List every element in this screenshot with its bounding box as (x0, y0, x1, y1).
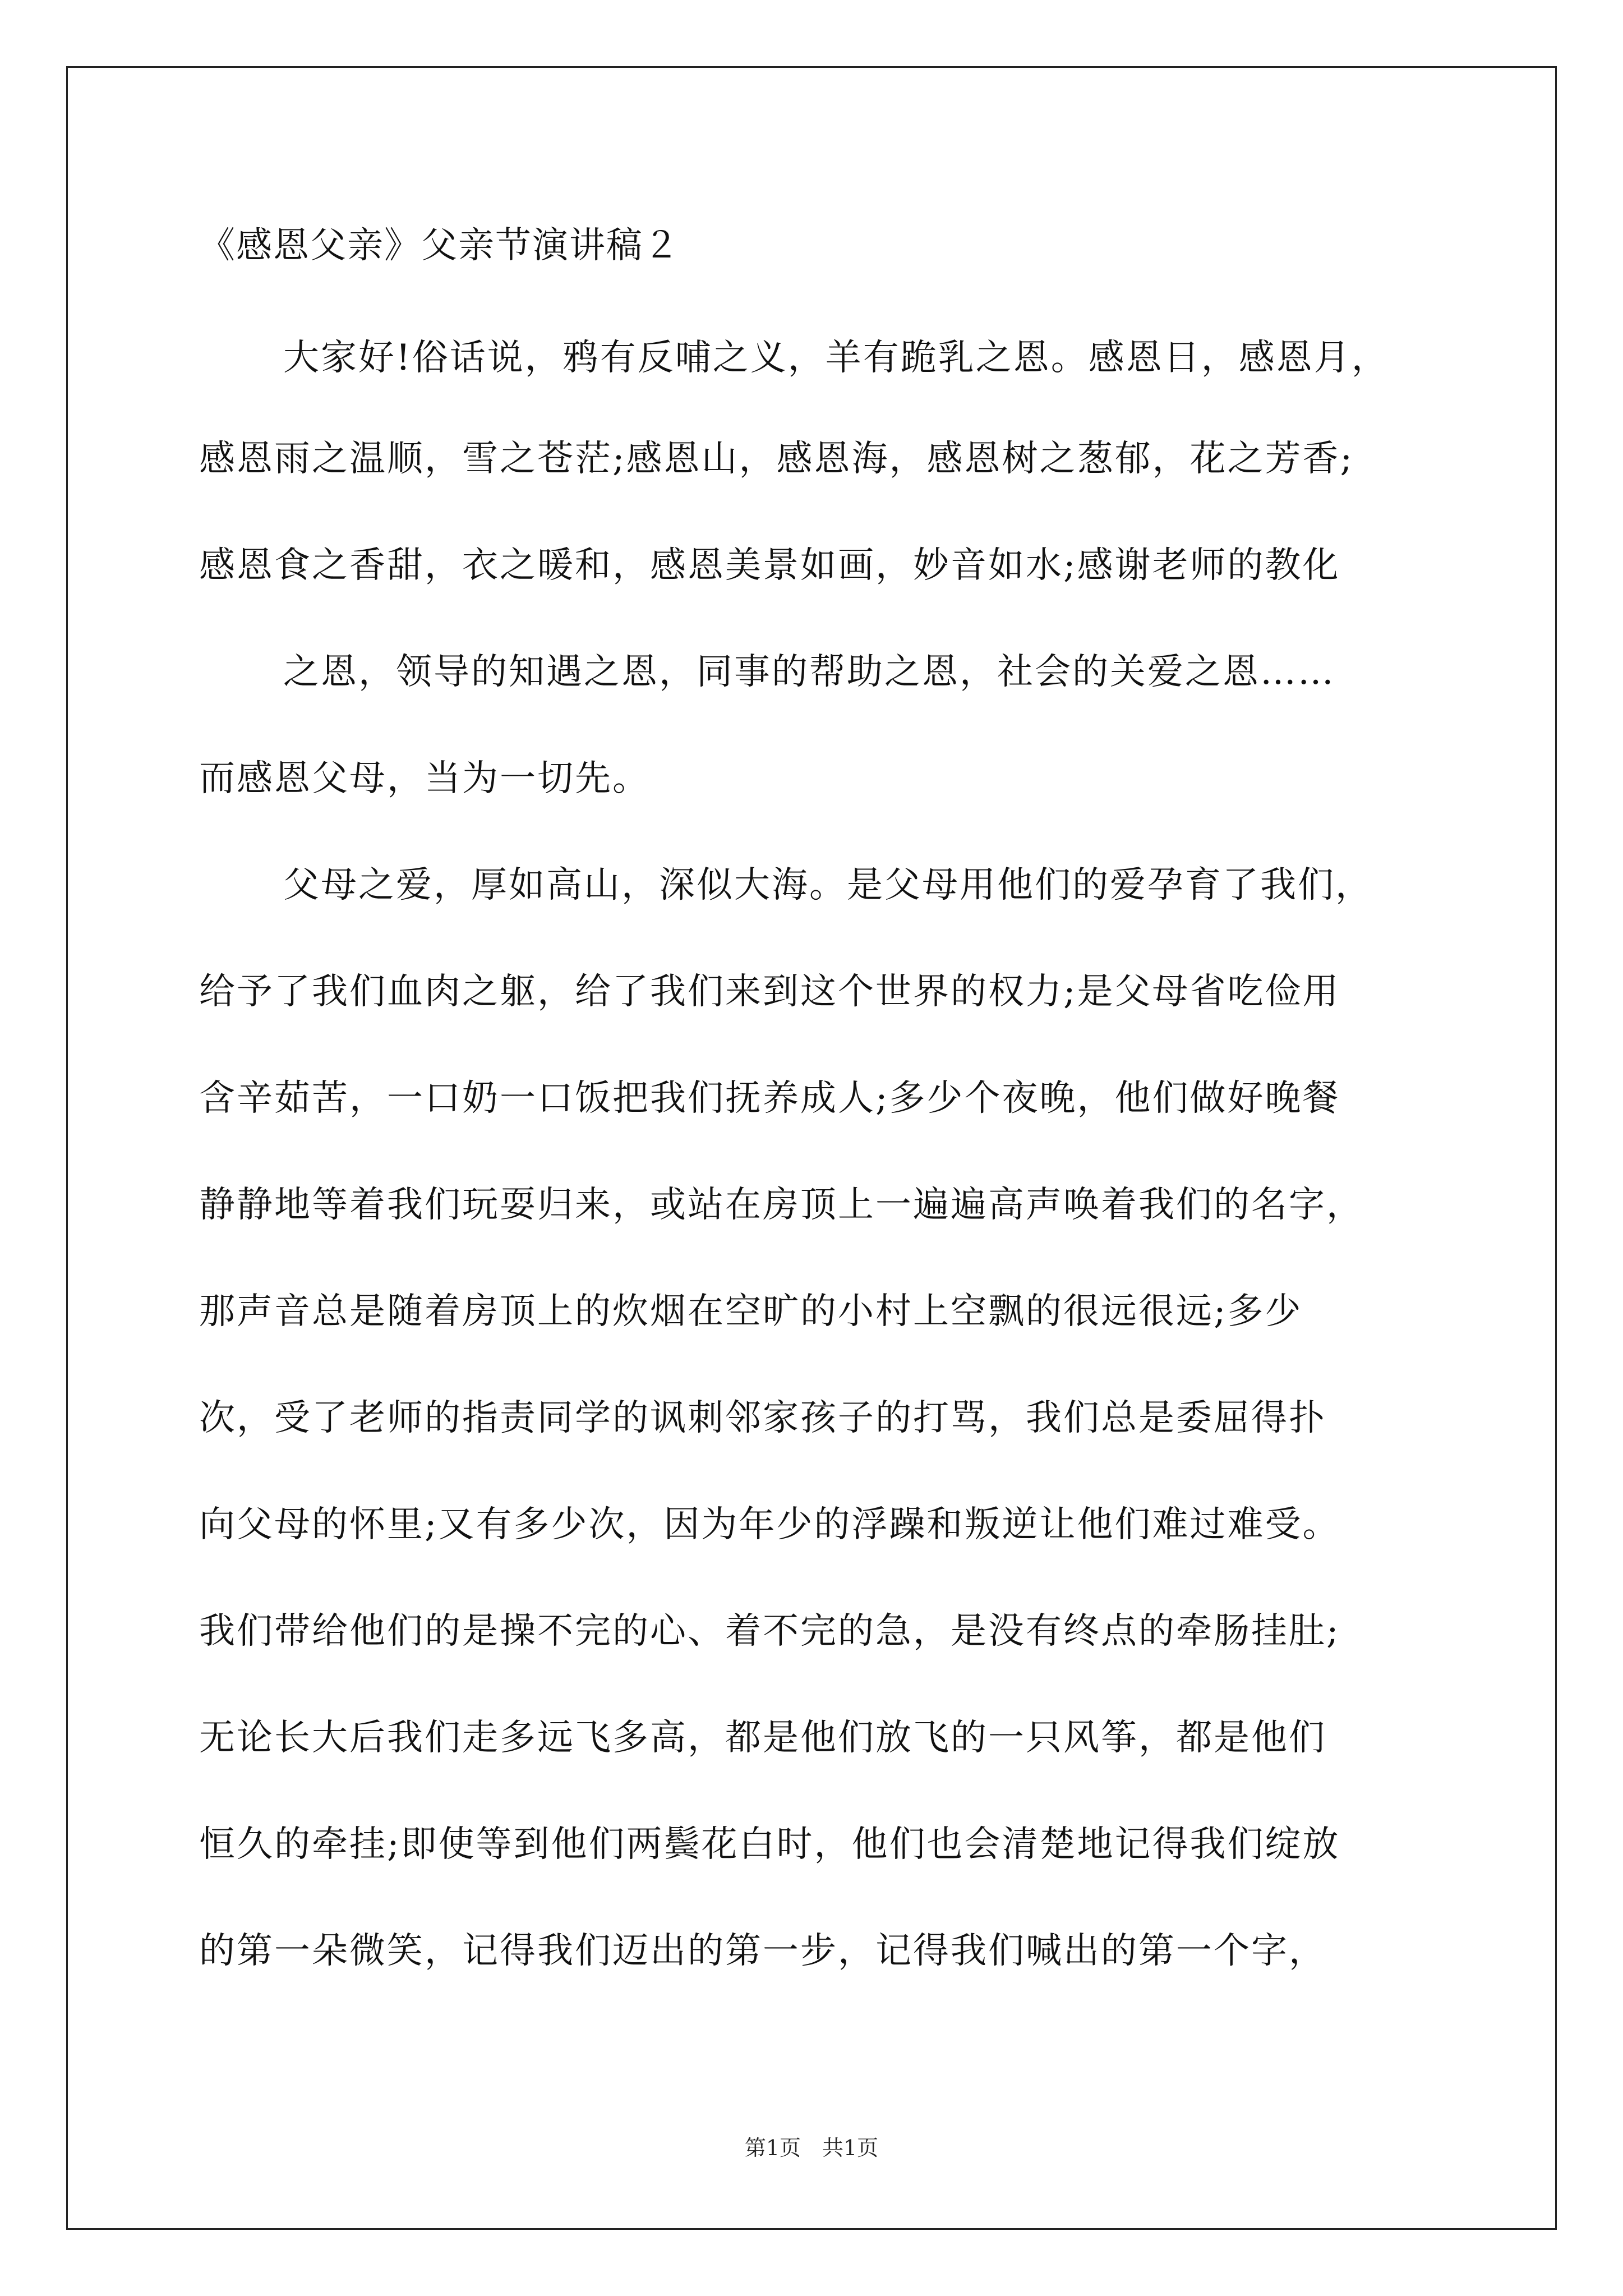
paragraph-line: 无论长大后我们走多远飞多高，都是他们放飞的一只风筝，都是他们 (199, 1717, 1326, 1759)
paragraph-line: 含辛茹苦，一口奶一口饭把我们抚养成人;多少个夜晚，他们做好晚餐 (199, 1078, 1340, 1119)
paragraph-line: 而感恩父母，当为一切先。 (199, 758, 650, 799)
paragraph-line: 大家好!俗话说，鸦有反哺之义，羊有跪乳之恩。感恩日，感恩月， (283, 337, 1389, 379)
paragraph-line: 那声音总是随着房顶上的炊烟在空旷的小村上空飘的很远很远;多少 (199, 1291, 1303, 1332)
paragraph-line: 向父母的怀里;又有多少次，因为年少的浮躁和叛逆让他们难过难受。 (199, 1504, 1340, 1545)
paragraph-line: 感恩雨之温顺，雪之苍茫;感恩山，感恩海，感恩树之葱郁，花之芳香; (199, 438, 1354, 480)
document-title: 《感恩父亲》父亲节演讲稿２ (199, 225, 680, 266)
paragraph-line: 父母之爱，厚如高山，深似大海。是父母用他们的爱孕育了我们， (283, 864, 1373, 906)
paragraph-line: 之恩，领导的知遇之恩，同事的帮助之恩，社会的关爱之恩…… (283, 651, 1335, 693)
paragraph-line: 的第一朵微笑，记得我们迈出的第一步，记得我们喊出的第一个字， (199, 1930, 1326, 1972)
paragraph-line: 次，受了老师的指责同学的讽刺邻家孩子的打骂，我们总是委屈得扑 (199, 1397, 1326, 1439)
page-border (66, 66, 1557, 2230)
paragraph-line: 我们带给他们的是操不完的心、着不完的急，是没有终点的牵肠挂肚; (199, 1611, 1340, 1652)
paragraph-line: 给予了我们血肉之躯，给了我们来到这个世界的权力;是父母省吃俭用 (199, 971, 1340, 1013)
paragraph-line: 恒久的牵挂;即使等到他们两鬓花白时，他们也会清楚地记得我们绽放 (199, 1824, 1340, 1865)
paragraph-line: 感恩食之香甜，衣之暖和，感恩美景如画，妙音如水;感谢老师的教化 (199, 545, 1340, 586)
page-footer: 第1页 共1页 (744, 2136, 879, 2160)
paragraph-line: 静静地等着我们玩耍归来，或站在房顶上一遍遍高声唤着我们的名字， (199, 1184, 1364, 1226)
